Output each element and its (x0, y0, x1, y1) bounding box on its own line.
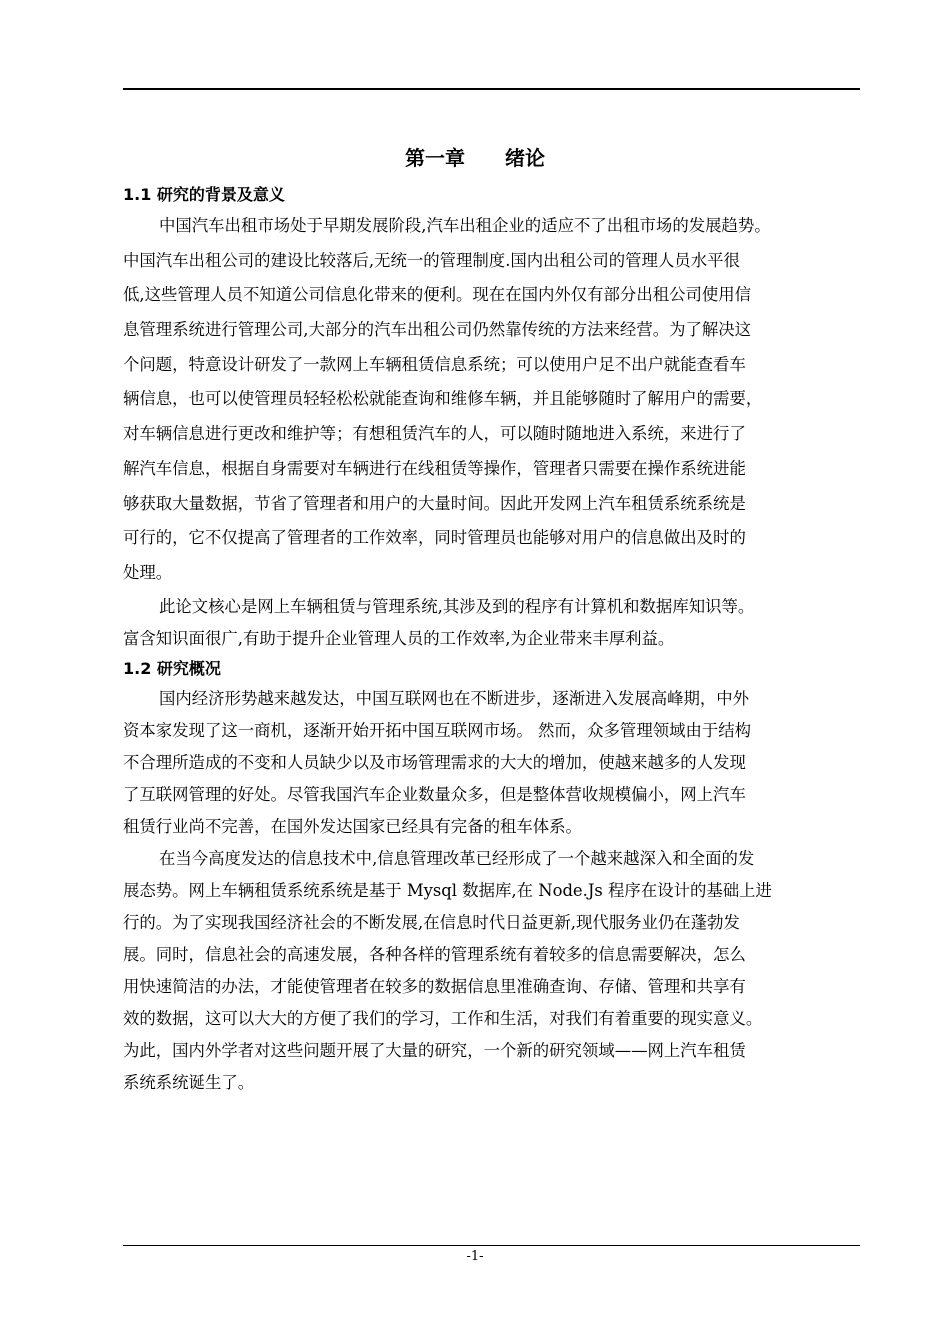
text-line: 不合理所造成的不变和人员缺少以及市场管理需求的大大的增加，使越来越多的人发现 (123, 752, 746, 772)
footer-rule (123, 1245, 860, 1246)
section-heading-1-1: 1.1 研究的背景及意义 (123, 185, 285, 204)
chapter-name: 绪论 (505, 146, 545, 170)
text-line: 中国汽车出租公司的建设比较落后,无统一的管理制度.国内出租公司的管理人员水平很 (123, 250, 740, 270)
chapter-title (0, 142, 950, 171)
text-line: 息管理系统进行管理公司,大部分的汽车出租公司仍然靠传统的方法来经营。为了解决这 (123, 320, 752, 340)
text-line: 行的。为了实现我国经济社会的不断发展,在信息时代日益更新,现代服务业仍在蓬勃发 (123, 912, 740, 932)
text-line: 可行的，它不仅提高了管理者的工作效率，同时管理员也能够对用户的信息做出及时的 (123, 528, 746, 548)
text-line: 展态势。网上车辆租赁系统系统是基于 Mysql 数据库,在 Node.Js 程序在设计的基础上进 (123, 880, 772, 900)
text-line: 为此，国内外学者对这些问题开展了大量的研究，一个新的研究领域——网上汽车租赁 (123, 1040, 746, 1060)
section-heading-1-2: 1.2 研究概况 (123, 658, 221, 678)
header-rule (123, 88, 860, 90)
paragraph-technology (123, 843, 863, 1099)
text-line: 此论文核心是网上车辆租赁与管理系统,其涉及到的程序有计算机和数据库知识等。 (159, 596, 755, 616)
text-line: 租赁行业尚不完善，在国外发达国家已经具有完备的租车体系。 (123, 816, 582, 836)
text-line: 国内经济形势越来越发达，中国互联网也在不断进步，逐渐进入发展高峰期，中外 (159, 688, 750, 708)
text-line: 低,这些管理人员不知道公司信息化带来的便利。现在在国内外仅有部分出租公司使用信 (123, 285, 752, 305)
text-line: 辆信息，也可以使管理员轻轻松松就能查询和维修车辆，并且能够随时了解用户的需要， (123, 389, 763, 409)
text-line: 展。同时，信息社会的高速发展，各种各样的管理系统有着较多的信息需要解决，怎么 (123, 944, 746, 964)
text-line: 富含知识面很广,有助于提升企业管理人员的工作效率,为企业带来丰厚利益。 (123, 628, 675, 648)
text-line: 在当今高度发达的信息技术中,信息管理改革已经形成了一个越来越深入和全面的发 (159, 848, 755, 868)
paragraph-background (123, 209, 863, 591)
paragraph-core (123, 591, 863, 655)
text-line: 了互联网管理的好处。尽管我国汽车企业数量众多，但是整体营收规模偏小，网上汽车 (123, 784, 746, 804)
page-number: -1- (466, 1249, 484, 1264)
text-line: 资本家发现了这一商机，逐渐开始开拓中国互联网市场。 然而，众多管理领域由于结构 (123, 720, 752, 740)
text-line: 处理。 (123, 562, 173, 582)
text-line: 对车辆信息进行更改和维护等；有想租赁汽车的人，可以随时随地进入系统，来进行了 (123, 424, 746, 444)
text-line: 系统系统诞生了。 (123, 1072, 255, 1092)
chapter-number: 第一章 (405, 146, 465, 170)
paragraph-overview (123, 683, 863, 843)
text-line: 用快速简洁的办法，才能使管理者在较多的数据信息里准确查询、存储、管理和共享有 (123, 976, 746, 996)
text-line: 够获取大量数据，节省了管理者和用户的大量时间。因此开发网上汽车租赁系统系统是 (123, 493, 746, 513)
text-line: 个问题，特意设计研发了一款网上车辆租赁信息系统；可以使用户足不出户就能查看车 (123, 354, 746, 374)
text-line: 解汽车信息，根据自身需要对车辆进行在线租赁等操作，管理者只需要在操作系统进能 (123, 458, 746, 478)
text-line: 效的数据，这可以大大的方便了我们的学习，工作和生活，对我们有着重要的现实意义。 (123, 1008, 763, 1028)
document-body (123, 181, 863, 1099)
text-line: 中国汽车出租市场处于早期发展阶段,汽车出租企业的适应不了出租市场的发展趋势。 (159, 216, 771, 235)
